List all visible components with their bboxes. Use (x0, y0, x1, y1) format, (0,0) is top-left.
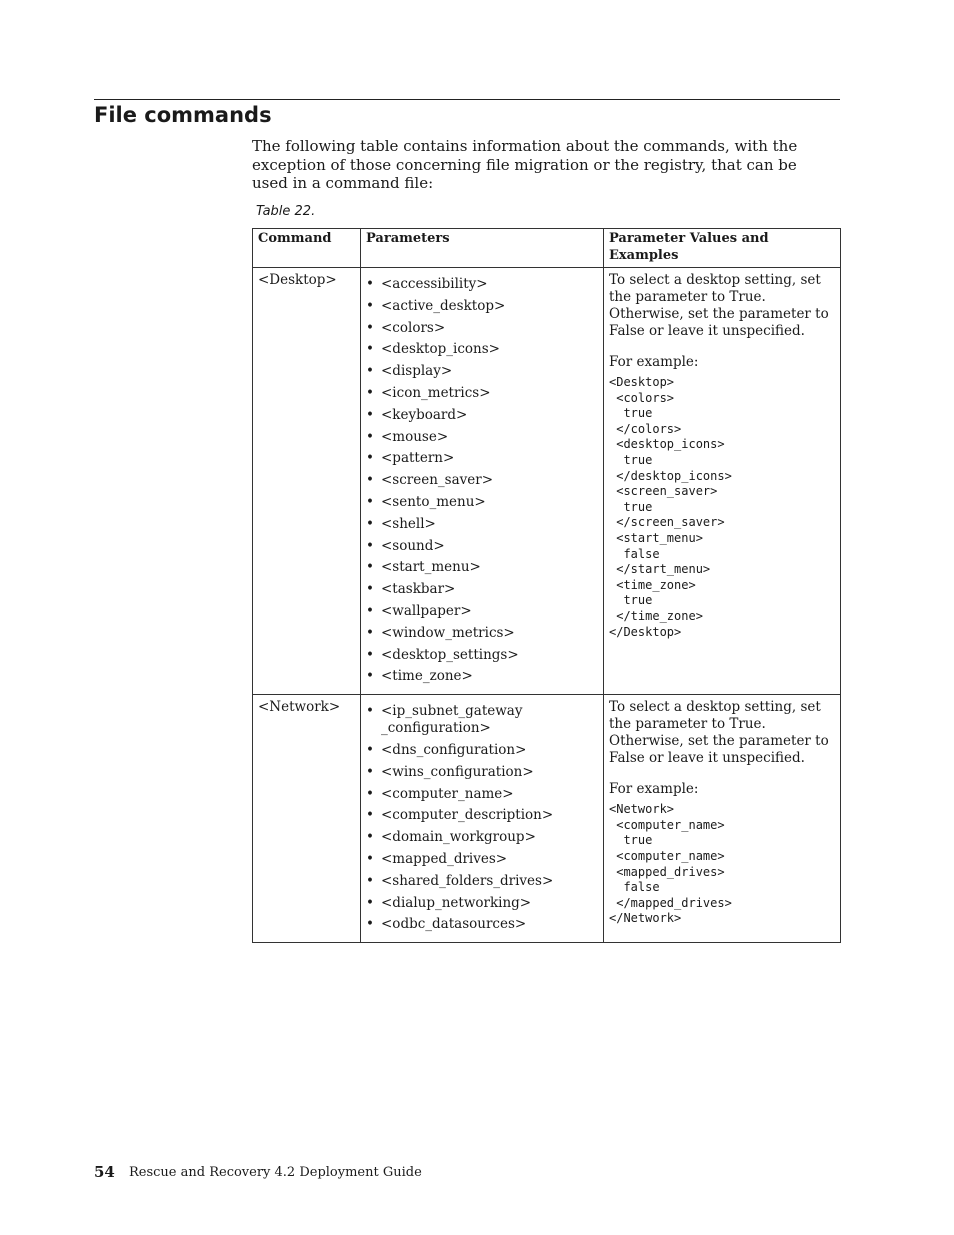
parameter-item: • <dns_configuration> (366, 742, 598, 759)
parameter-item: • <accessibility> (366, 276, 598, 293)
command-cell: <Network> (253, 695, 361, 943)
parameter-item: • <shell> (366, 516, 598, 533)
table-row (253, 268, 841, 695)
parameter-item: • <mouse> (366, 429, 598, 446)
values-examples-cell (604, 268, 841, 695)
parameter-item: • <dialup_networking> (366, 895, 598, 912)
parameter-item: • <start_menu> (366, 559, 598, 576)
parameters-cell (361, 268, 604, 695)
parameter-item: • <computer_name> (366, 786, 598, 803)
parameter-list (366, 276, 598, 685)
header-parameters: Parameters (361, 229, 604, 268)
parameter-item: • <wallpaper> (366, 603, 598, 620)
parameter-item: • <desktop_settings> (366, 647, 598, 664)
parameter-item: • <computer_description> (366, 807, 598, 824)
command-cell: <Desktop> (253, 268, 361, 695)
parameter-item: • <colors> (366, 320, 598, 337)
parameters-cell (361, 695, 604, 943)
parameter-item: • <window_metrics> (366, 625, 598, 642)
intro-paragraph: The following table contains information about the commands, with the exception of those concerning file migration or the registry, that can be used in a command file: (252, 137, 798, 192)
parameter-item: • <desktop_icons> (366, 341, 598, 358)
parameter-item: • <mapped_drives> (366, 851, 598, 868)
table-caption: Table 22. (256, 204, 316, 219)
parameter-item: • <screen_saver> (366, 472, 598, 489)
parameter-item: • <sound> (366, 538, 598, 555)
parameter-item: • <time_zone> (366, 668, 598, 685)
parameter-list (366, 703, 598, 933)
parameter-item: • <keyboard> (366, 407, 598, 424)
parameter-item: • <domain_workgroup> (366, 829, 598, 846)
footer-book-title: Rescue and Recovery 4.2 Deployment Guide (129, 1165, 422, 1180)
parameter-item: • <odbc_datasources> (366, 916, 598, 933)
parameter-item: • <sento_menu> (366, 494, 598, 511)
parameter-item: • <pattern> (366, 450, 598, 467)
values-examples-cell (604, 695, 841, 943)
table-row (253, 695, 841, 943)
parameter-item: • <active_desktop> (366, 298, 598, 315)
header-command: Command (253, 229, 361, 268)
parameter-item: • <shared_folders_drives> (366, 873, 598, 890)
parameter-item: • <taskbar> (366, 581, 598, 598)
code-example: <Network> <computer_name> true <computer_name> <mapped_drives> false </mapped_drives> </Network> (609, 802, 732, 926)
commands-table (252, 228, 841, 943)
parameter-item: • <icon_metrics> (366, 385, 598, 402)
for-example-label: For example: (609, 781, 699, 798)
parameter-item: • <ip_subnet_gateway _configuration> (366, 703, 598, 737)
code-example: <Desktop> <colors> true </colors> <desktop_icons> true </desktop_icons> <screen_saver> true </screen_saver> <start_menu> false </start_menu> <time_zone> true </time_zone> </Desktop> (609, 375, 732, 639)
parameter-item: • <display> (366, 363, 598, 380)
page-number: 54 (94, 1163, 115, 1181)
section-heading: File commands (94, 103, 272, 127)
for-example-label: For example: (609, 354, 699, 370)
header-values-examples: Parameter Values and Examples (604, 229, 841, 268)
value-description: To select a desktop setting, set the parameter to True. Otherwise, set the parameter to False or leave it unspecified. (609, 272, 829, 339)
table-header-row (253, 229, 841, 268)
parameter-item: • <wins_configuration> (366, 764, 598, 781)
value-description: To select a desktop setting, set the parameter to True. Otherwise, set the parameter to False or leave it unspecified. (609, 699, 829, 767)
